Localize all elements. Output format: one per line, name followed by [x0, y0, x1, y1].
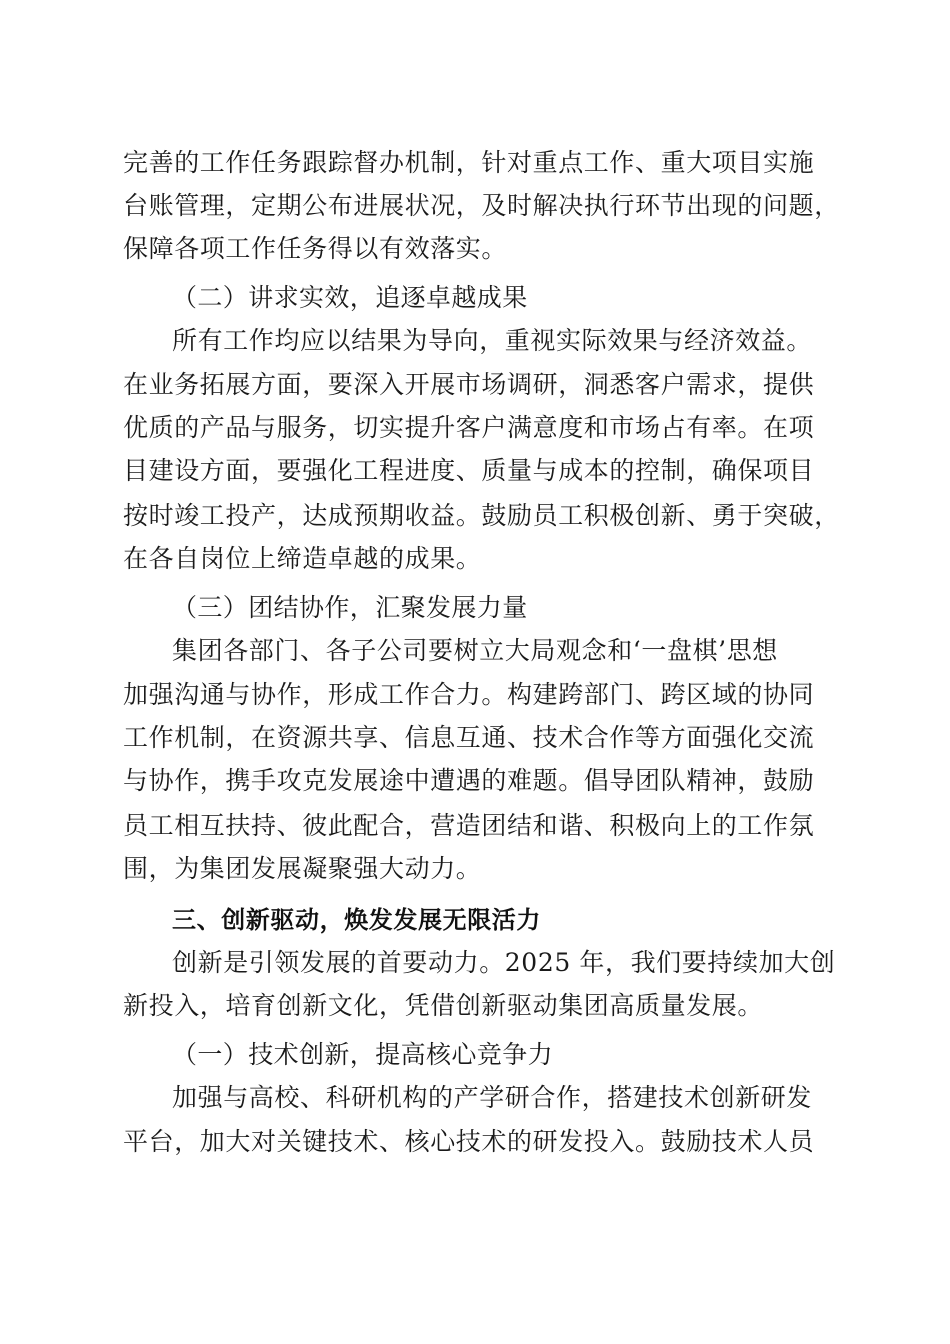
paragraph-line: 所有工作均应以结果为导向，重视实际效果与经济效益。 [172, 326, 813, 355]
paragraph-line: 在业务拓展方面，要深入开展市场调研，洞悉客户需求，提供 [123, 370, 815, 399]
subsection-heading: （三）团结协作，汇聚发展力量 [172, 593, 528, 622]
paragraph-line: 按时竣工投产，达成预期收益。鼓励员工积极创新、勇于突破， [123, 501, 840, 530]
paragraph-line: 员工相互扶持、彼此配合，营造团结和谐、积极向上的工作氛 [123, 811, 815, 840]
subsection-heading: （一）技术创新，提高核心竞争力 [172, 1040, 554, 1069]
paragraph-line: 加强沟通与协作，形成工作合力。构建跨部门、跨区域的协同 [123, 680, 815, 709]
paragraph-line: 新投入，培育创新文化，凭借创新驱动集团高质量发展。 [123, 991, 764, 1020]
paragraph-line: 集团各部门、各子公司要树立大局观念和‘一盘棋’思想 [172, 636, 778, 665]
paragraph-line: 围，为集团发展凝聚强大动力。 [123, 854, 482, 883]
paragraph-line: 台账管理，定期公布进展状况，及时解决执行环节出现的问题， [123, 191, 840, 220]
subsection-heading: （二）讲求实效，追逐卓越成果 [172, 283, 528, 312]
paragraph-line: 与协作，携手攻克发展途中遭遇的难题。倡导团队精神，鼓励 [123, 766, 815, 795]
paragraph-line: 保障各项工作任务得以有效落实。 [123, 234, 508, 263]
paragraph-line: 完善的工作任务跟踪督办机制，针对重点工作、重大项目实施 [123, 148, 815, 177]
paragraph-line: 目建设方面，要强化工程进度、质量与成本的控制，确保项目 [123, 456, 815, 485]
paragraph-line: 创新是引领发展的首要动力。2025 年，我们要持续加大创 [172, 948, 836, 977]
section-heading: 三、创新驱动，焕发发展无限活力 [172, 906, 541, 934]
paragraph-line: 平台，加大对关键技术、核心技术的研发投入。鼓励技术人员 [123, 1127, 815, 1156]
paragraph-line: 工作机制，在资源共享、信息互通、技术合作等方面强化交流 [123, 723, 815, 752]
paragraph-line: 在各自岗位上缔造卓越的成果。 [123, 544, 482, 573]
paragraph-line: 加强与高校、科研机构的产学研合作，搭建技术创新研发 [172, 1083, 813, 1112]
paragraph-line: 优质的产品与服务，切实提升客户满意度和市场占有率。在项 [123, 413, 815, 442]
